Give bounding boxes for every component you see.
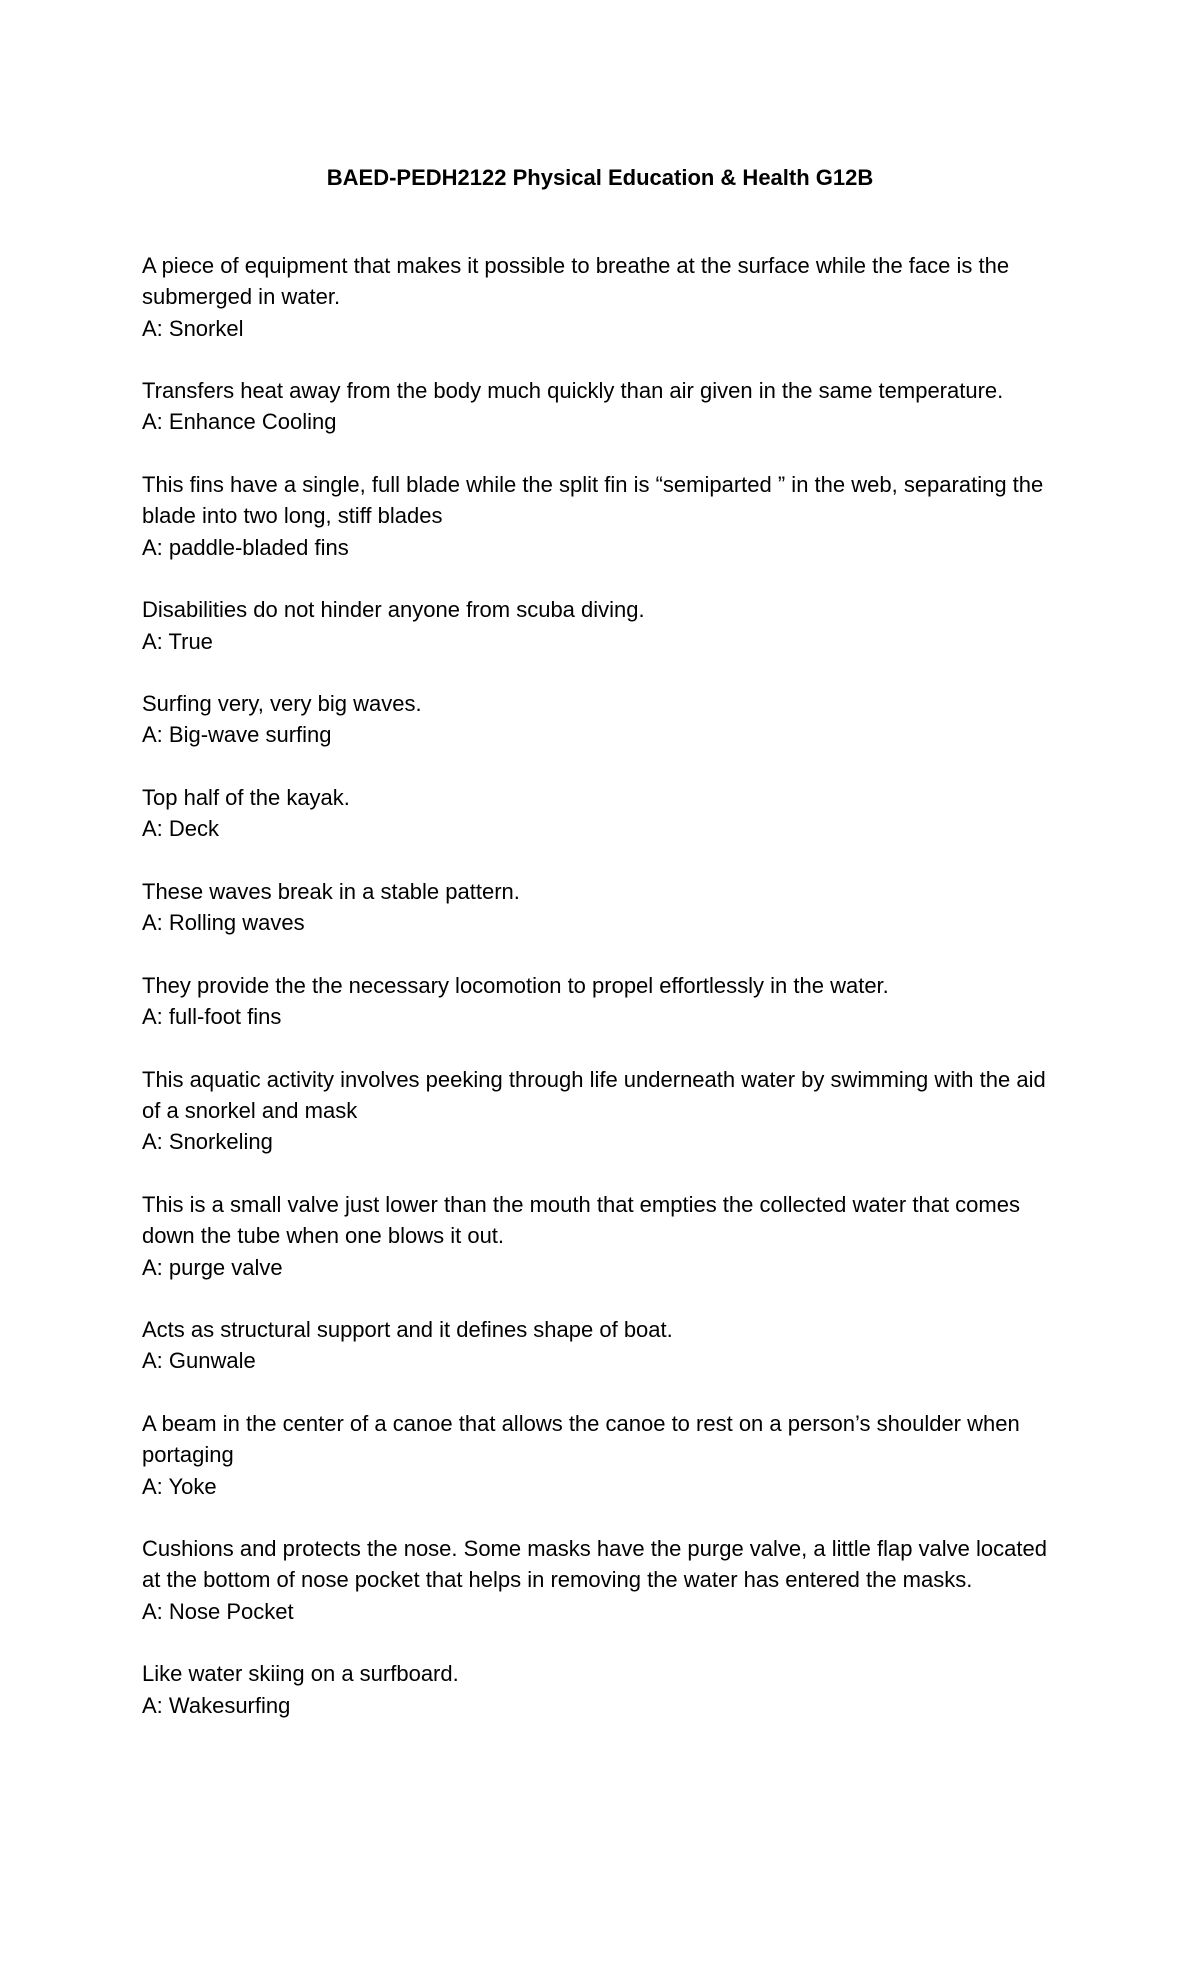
- answer-text: A: paddle-bladed fins: [142, 534, 349, 560]
- question-text: Disabilities do not hinder anyone from scuba diving.: [142, 597, 645, 623]
- question-text: Surfing very, very big waves.: [142, 691, 422, 717]
- answer-text: A: Big-wave surfing: [142, 722, 332, 748]
- question-text: This aquatic activity involves peeking through life underneath water by swimming with the aid of a snorkel and mask: [142, 1066, 1046, 1124]
- qa-item: [142, 782, 1062, 845]
- answer-text: A: Deck: [142, 816, 220, 842]
- answer-text: A: Wakesurfing: [142, 1692, 291, 1718]
- qa-item: [142, 469, 1062, 563]
- qa-item: [142, 375, 1062, 438]
- qa-item: [142, 1658, 1062, 1721]
- answer-text: A: Rolling waves: [142, 910, 305, 936]
- answer-text: A: Snorkeling: [142, 1129, 273, 1155]
- qa-item: [142, 1314, 1062, 1377]
- document-title: BAED-PEDH2122 Physical Education & Health G12B: [326, 165, 874, 190]
- qa-item: [142, 1533, 1062, 1627]
- qa-list: [142, 250, 1062, 1752]
- question-text: They provide the the necessary locomotion to propel effortlessly in the water.: [142, 972, 889, 998]
- answer-text: A: Snorkel: [142, 315, 244, 341]
- qa-item: [142, 688, 1062, 751]
- answer-text: A: purge valve: [142, 1254, 283, 1280]
- question-text: This is a small valve just lower than the mouth that empties the collected water that comes down the tube when one blows it out.: [142, 1191, 1020, 1249]
- question-text: These waves break in a stable pattern.: [142, 878, 520, 904]
- question-text: A beam in the center of a canoe that allows the canoe to rest on a person’s shoulder when portaging: [142, 1410, 1020, 1468]
- qa-item: [142, 970, 1062, 1033]
- answer-text: A: full-foot fins: [142, 1004, 282, 1030]
- answer-text: A: True: [142, 628, 213, 654]
- answer-text: A: Enhance Cooling: [142, 409, 337, 435]
- question-text: This fins have a single, full blade while the split fin is “semiparted ” in the web, separating the blade into two long, stiff blades: [142, 472, 1044, 529]
- question-text: A piece of equipment that makes it possible to breathe at the surface while the face is the submerged in water.: [142, 253, 1010, 310]
- question-text: Acts as structural support and it defines shape of boat.: [142, 1317, 673, 1343]
- question-text: Cushions and protects the nose. Some masks have the purge valve, a little flap valve located at the bottom of nose pocket that helps in removing the water has entered the masks.: [142, 1536, 1047, 1593]
- answer-text: A: Yoke: [142, 1473, 217, 1499]
- qa-item: [142, 1408, 1062, 1502]
- question-text: Top half of the kayak.: [142, 785, 350, 811]
- qa-item: [142, 1064, 1062, 1158]
- qa-item: [142, 250, 1062, 344]
- qa-item: [142, 876, 1062, 939]
- question-text: Like water skiing on a surfboard.: [142, 1661, 459, 1687]
- qa-item: [142, 1189, 1062, 1283]
- answer-text: A: Gunwale: [142, 1348, 256, 1374]
- question-text: Transfers heat away from the body much quickly than air given in the same temperature.: [142, 378, 1004, 404]
- qa-item: [142, 594, 1062, 657]
- answer-text: A: Nose Pocket: [142, 1598, 294, 1624]
